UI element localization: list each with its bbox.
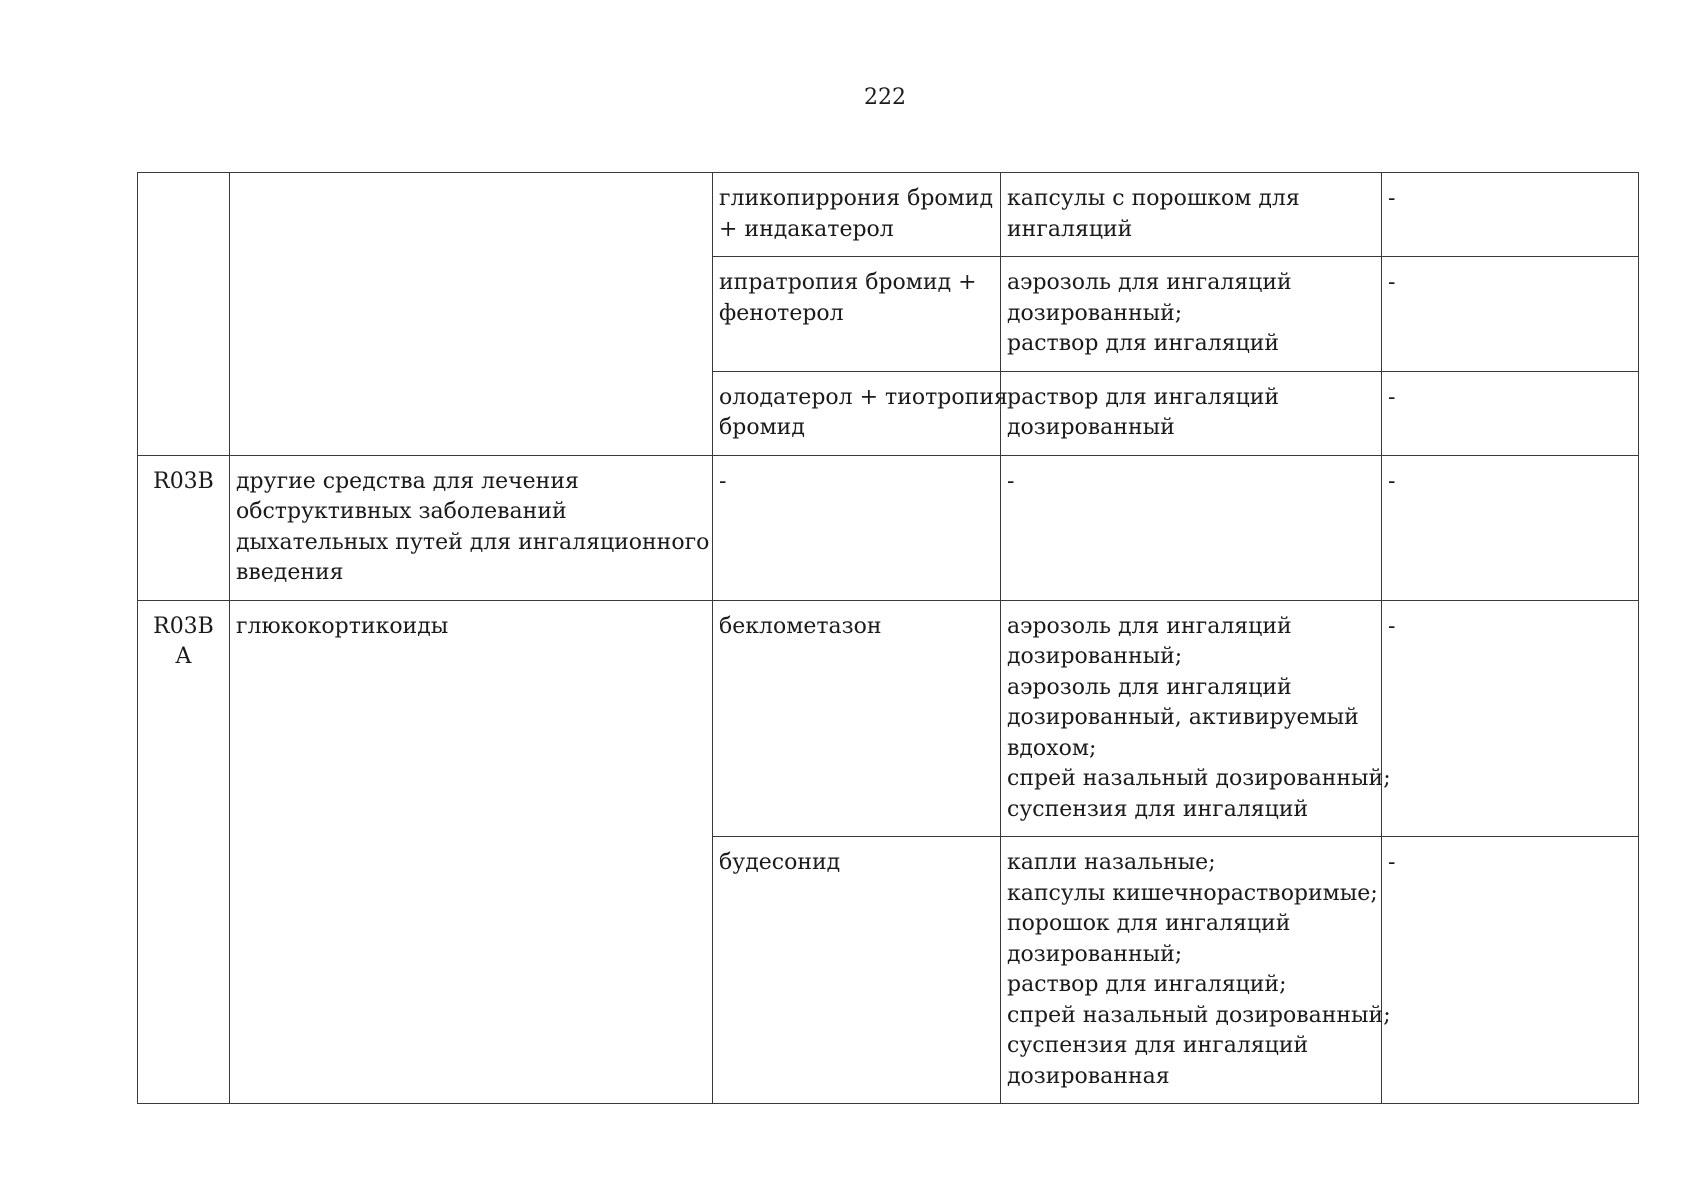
note-cell <box>1382 257 1639 372</box>
note-text: - <box>1388 613 1396 639</box>
drug-name-line: фенотерол <box>719 300 844 326</box>
atc-group-line: другие средства для лечения <box>236 468 579 494</box>
note-text: - <box>1388 186 1396 211</box>
drug-name-line: - <box>719 468 727 494</box>
dosage-form-line: суспензия для ингаляций <box>1007 796 1309 822</box>
dosage-form-line: раствор для ингаляций <box>1007 331 1280 356</box>
drug-name-cell <box>713 837 1001 1104</box>
dosage-form-line: - <box>1007 468 1015 494</box>
dosage-forms-cell <box>1001 455 1382 600</box>
drug-name-line: будесонид <box>719 850 841 875</box>
dosage-forms-cell <box>1001 371 1382 455</box>
table-row <box>138 455 1639 600</box>
dosage-form-line: дозированный; <box>1007 941 1183 967</box>
drug-name-cell <box>713 600 1001 837</box>
dosage-form-line: суспензия для ингаляций <box>1007 1033 1309 1058</box>
page-number: 222 <box>864 85 906 110</box>
dosage-form-line: спрей назальный дозированный; <box>1007 766 1391 791</box>
note-cell <box>1382 371 1639 455</box>
drug-table <box>137 172 1639 1104</box>
atc-code: R03B <box>153 468 214 494</box>
note-text: - <box>1388 850 1396 875</box>
note-text: - <box>1388 270 1396 295</box>
atc-code-line: R03B <box>153 613 214 639</box>
drug-name-line: ипратропия бромид + <box>719 270 977 295</box>
dosage-forms-cell <box>1001 173 1382 257</box>
drug-name-line: беклометазон <box>719 613 882 639</box>
dosage-form-line: порошок для ингаляций <box>1007 911 1291 936</box>
dosage-form-line: аэрозоль для ингаляций <box>1007 613 1292 639</box>
note-cell <box>1382 455 1639 600</box>
dosage-form-line: раствор для ингаляций <box>1007 384 1280 410</box>
atc-group-line: обструктивных заболеваний <box>236 499 567 524</box>
dosage-forms-cell <box>1001 257 1382 372</box>
atc-group-cell <box>230 455 713 600</box>
drug-name-cell <box>713 173 1001 257</box>
atc-group-cell <box>230 173 713 456</box>
dosage-form-line: аэрозоль для ингаляций <box>1007 674 1292 700</box>
dosage-forms-cell <box>1001 837 1391 1104</box>
drug-name-line: бромид <box>719 415 805 440</box>
drug-name-cell <box>713 455 1001 600</box>
drug-name-line: олодатерол + тиотропия <box>719 384 1008 410</box>
atc-group-line: глюкокортикоиды <box>236 613 449 639</box>
atc-code-cell <box>138 173 230 456</box>
atc-group-line: дыхательных путей для ингаляционного <box>236 529 710 555</box>
dosage-form-line: дозированный, активируемый <box>1007 705 1359 730</box>
note-text: - <box>1388 468 1396 494</box>
note-cell <box>1382 600 1639 837</box>
dosage-form-line: дозированный; <box>1007 644 1183 669</box>
dosage-form-line: ингаляций <box>1007 216 1133 242</box>
drug-name-cell <box>713 371 1008 455</box>
drug-name-cell <box>713 257 1001 372</box>
dosage-form-line: раствор для ингаляций; <box>1007 972 1287 997</box>
dosage-form-line: капли назальные; <box>1007 850 1216 875</box>
dosage-form-line: дозированный; <box>1007 300 1183 326</box>
note-text: - <box>1388 384 1396 410</box>
drug-name-line: + индакатерол <box>719 216 894 242</box>
dosage-form-line: дозированный <box>1007 415 1175 440</box>
dosage-form-line: вдохом; <box>1007 735 1097 761</box>
note-cell <box>1382 173 1639 257</box>
dosage-form-line: спрей назальный дозированный; <box>1007 1002 1391 1028</box>
atc-group-line: введения <box>236 560 344 585</box>
atc-group-cell <box>230 600 713 1104</box>
dosage-form-line: капсулы кишечнорастворимые; <box>1007 880 1378 906</box>
atc-code-cell <box>138 600 230 1104</box>
dosage-forms-cell <box>1001 600 1391 837</box>
dosage-form-line: капсулы с порошком для <box>1007 186 1300 211</box>
dosage-form-line: аэрозоль для ингаляций <box>1007 270 1292 295</box>
atc-code-line: A <box>175 644 192 669</box>
table-row <box>138 173 1639 257</box>
table-row <box>138 600 1639 837</box>
atc-code-cell <box>138 455 230 600</box>
note-cell <box>1382 837 1639 1104</box>
drug-name-line: гликопиррония бромид <box>719 186 993 211</box>
dosage-form-line: дозированная <box>1007 1063 1170 1089</box>
